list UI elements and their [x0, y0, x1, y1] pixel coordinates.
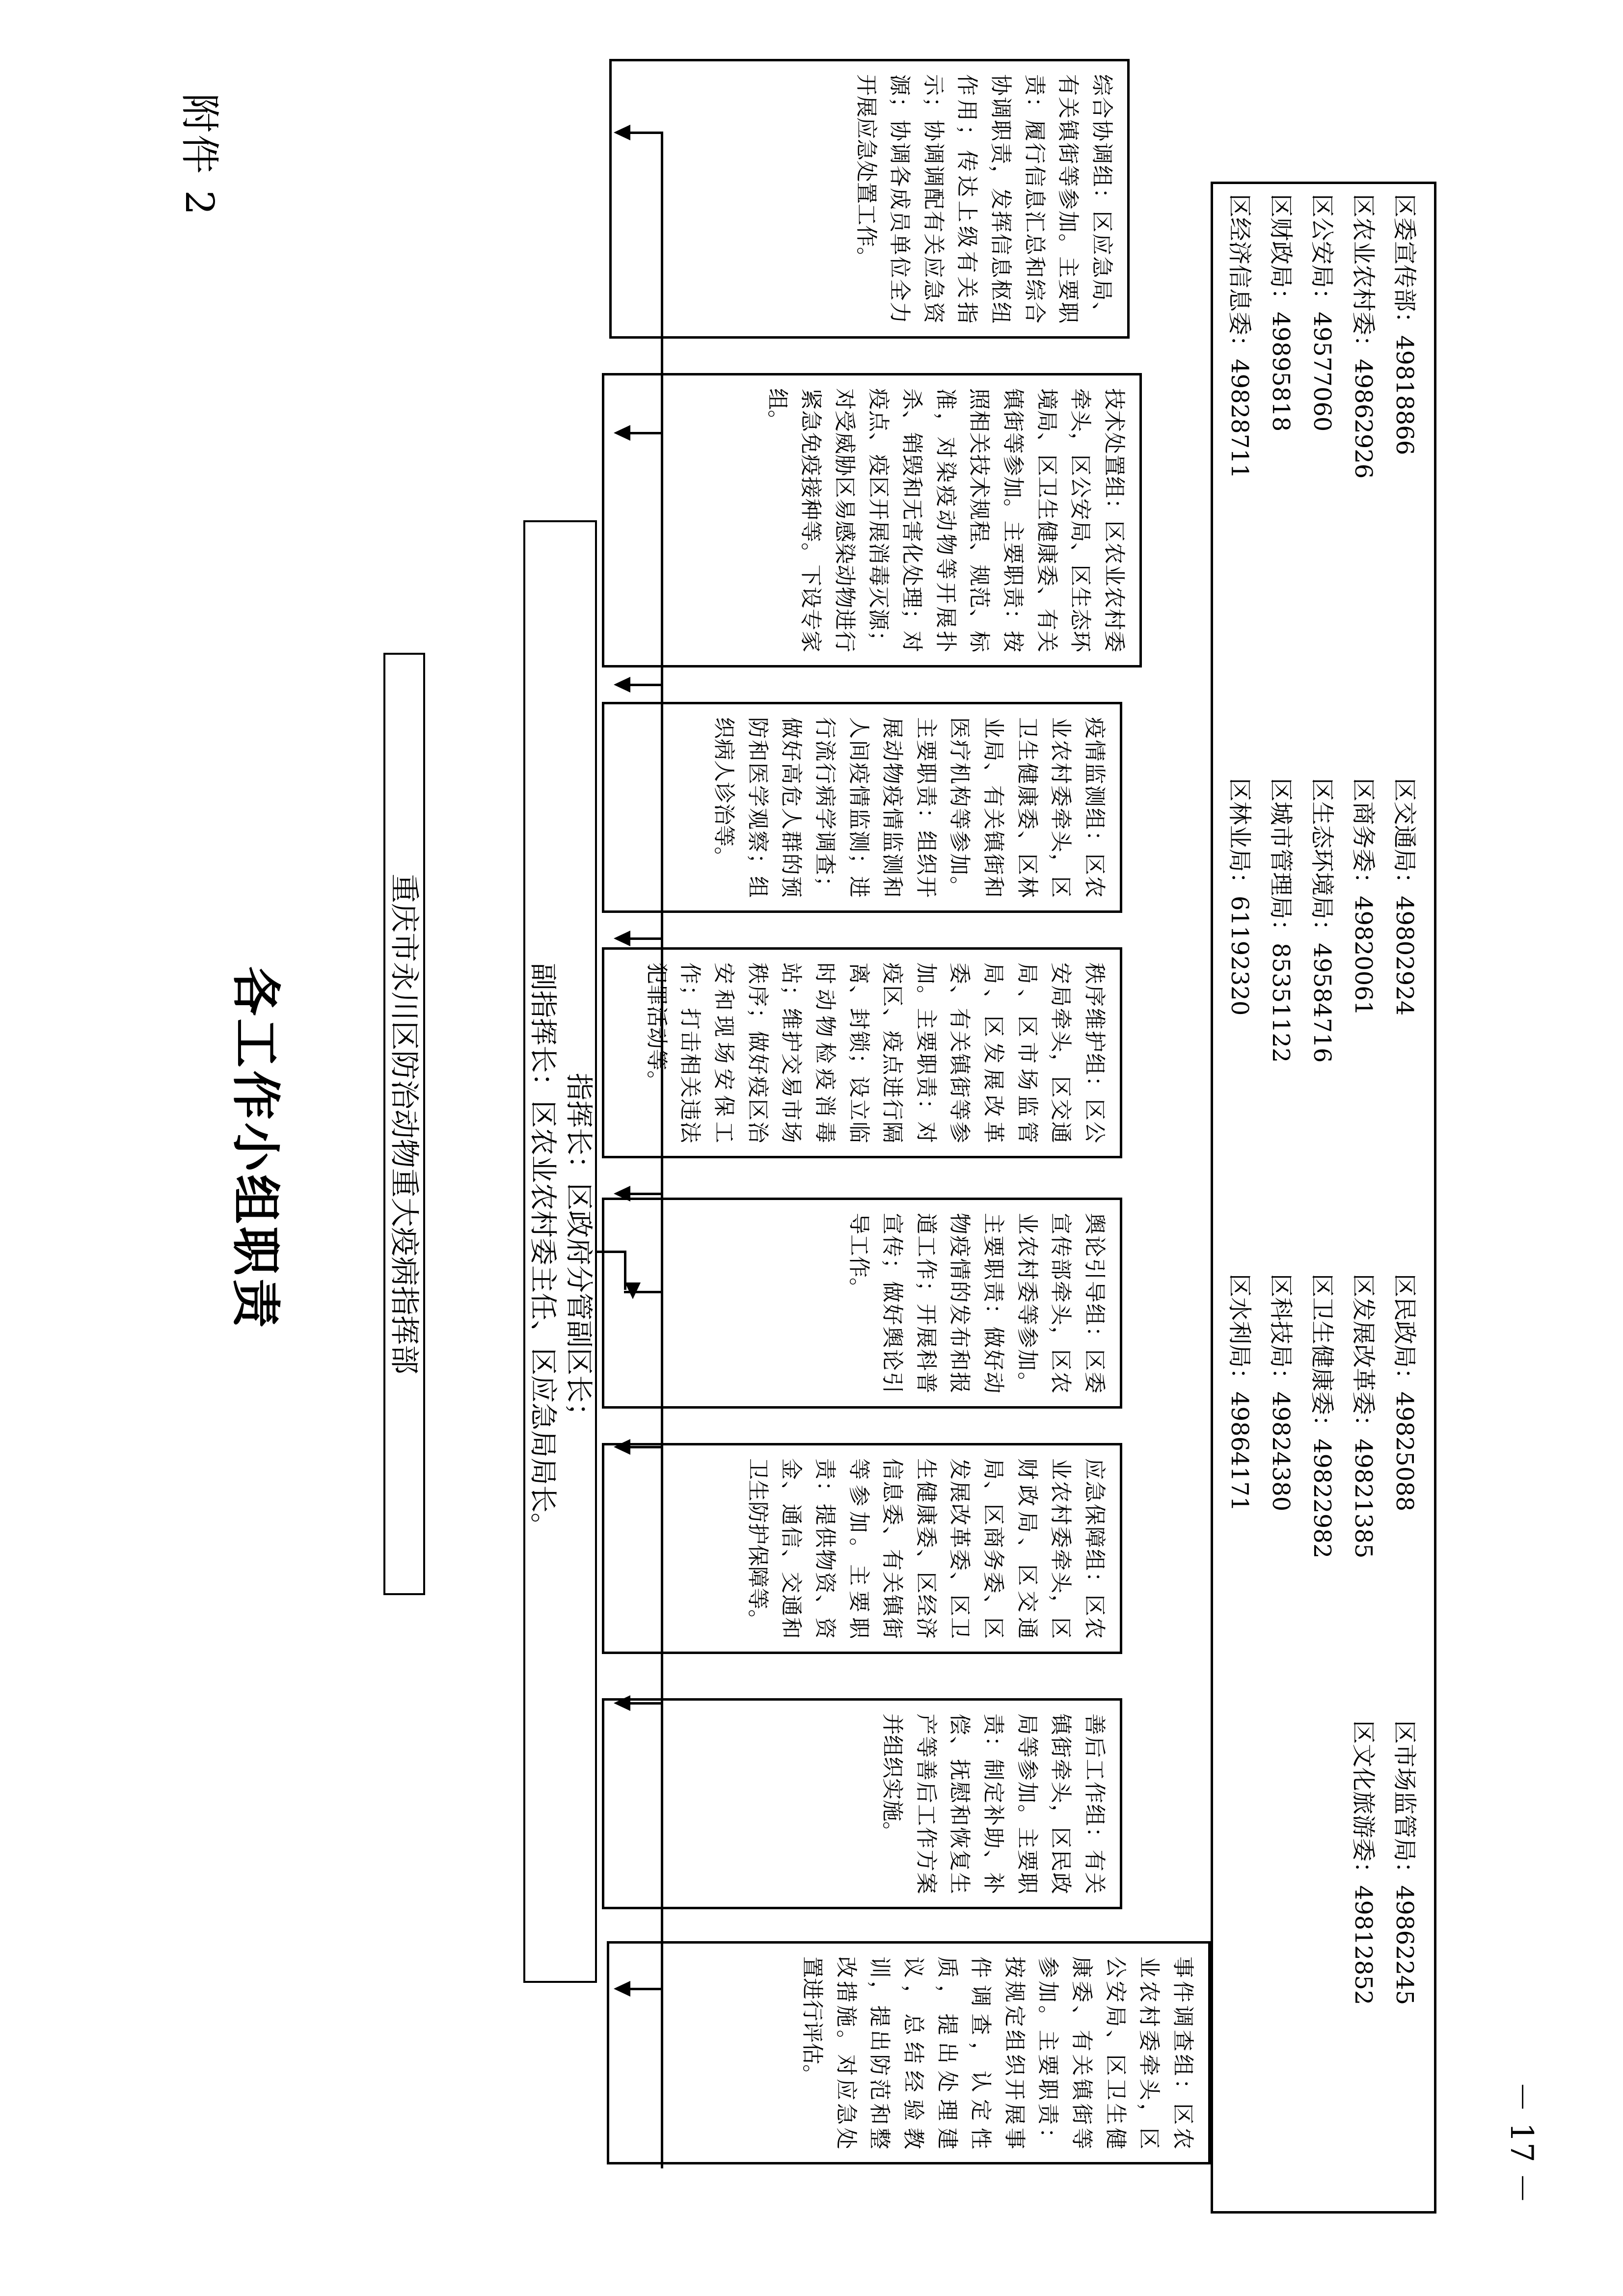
- group-order-maintenance: [602, 947, 1122, 1158]
- group-text: 事件调查组：区农业农村委牵头，区公安局、区卫生健康委、有关镇街等参加。主要职责：按规定组织开展事件调查，认定性质，提出处理建议，总结经验教训，提出防范和整改措施。对应急处置进行评估。: [800, 1956, 1195, 2149]
- contact-phone: 49862245: [1391, 1885, 1418, 2005]
- group-incident-investigation: [607, 1941, 1211, 2164]
- drop-arrow: [614, 677, 630, 693]
- contact-unit: 区卫生健康委：: [1308, 1274, 1336, 1439]
- drop-line: [629, 684, 663, 686]
- group-public-opinion: [602, 1198, 1122, 1409]
- contact-unit: 区民政局：: [1391, 1274, 1418, 1392]
- group-text: 综合协调组：区应急局、有关镇街等参加。主要职责：履行信息汇总和综合协调职责，发挥信息枢纽作用；传达上级有关指示；协调调配有关应急资源；协调各成员单位全力开展应急处置工作。: [853, 74, 1114, 323]
- contact-entry: [1219, 1274, 1260, 1558]
- drop-line: [629, 1193, 663, 1195]
- contact-entry: [1260, 1274, 1301, 1558]
- contacts-box: [1211, 182, 1436, 2214]
- page-number: － 17 －: [1503, 2081, 1540, 2204]
- contact-unit: 区市场监管局：: [1391, 1720, 1418, 1886]
- contact-phone: 61192320: [1226, 896, 1253, 1016]
- deputy-commander: 副指挥长：区农业农村委主任、区应急局局长。: [527, 963, 559, 1540]
- drop-line: [629, 937, 663, 940]
- contact-unit: 区交通局：: [1391, 778, 1418, 896]
- group-comprehensive-coordination: [609, 59, 1130, 339]
- contact-unit: 区委宣传部：: [1391, 194, 1418, 336]
- contact-phone: 49584716: [1308, 943, 1336, 1063]
- contact-unit: 区水利局：: [1226, 1274, 1253, 1392]
- contact-entry: [1301, 194, 1343, 479]
- contact-unit: 区公安局：: [1308, 194, 1336, 312]
- group-technical-disposal: [602, 373, 1142, 667]
- contact-unit: 区科技局：: [1267, 1274, 1295, 1392]
- contact-entry: [1219, 194, 1260, 479]
- contact-phone: 49818866: [1391, 335, 1418, 455]
- contact-unit: 区财政局：: [1267, 194, 1295, 312]
- contacts-column: [1219, 1274, 1425, 1558]
- contact-phone: 49577060: [1308, 312, 1336, 432]
- contact-phone: 85351122: [1267, 943, 1295, 1063]
- contact-phone: 49824380: [1267, 1391, 1295, 1512]
- contact-unit: 区农业农村委：: [1350, 194, 1377, 359]
- group-text: 善后工作组：有关镇街牵头，区民政局等参加。主要职责：制定补助、补偿、抚慰和恢复生产等善后工作方案并组织实施。: [880, 1713, 1107, 1894]
- group-text: 疫情监测组：区农业农村委牵头，区卫生健康委、区林业局、有关镇街和医疗机构等参加。主要职责：组织开展动物疫情监测和人间疫情监测；进行流行病学调查；做好高危人群的预防和医学观察；组织病人诊治等。: [711, 717, 1107, 898]
- group-text: 秩序维护组：区公安局牵头，区交通局、区市场监管局、区发展改革委、有关镇街等参加。主要职责：对疫区、疫点进行隔离、封锁；设立临时动物检疫消毒站；维护交易市场秩序；做好疫区治安和现场安保工作；打击相关违法犯罪活动等。: [644, 962, 1107, 1143]
- contact-phone: 49862926: [1350, 359, 1377, 479]
- contact-phone: 49864171: [1226, 1391, 1253, 1512]
- contact-entry: [1343, 778, 1384, 1063]
- headquarters-name: 重庆市永川区防治动物重大疫病指挥部: [387, 874, 422, 1374]
- group-text: 应急保障组：区农业农村委牵头，区财政局、区交通局、区商务委、区发展改革委、区卫生健康委、区经济信息委、有关镇街等参加。主要职责：提供物资、资金、通信、交通和卫生防护保障等。: [745, 1458, 1107, 1639]
- group-text: 技术处置组：区农业农村委牵头，区公安局、区生态环境局、区卫生健康委、有关镇街等参加。主要职责：按照相关技术规程、规范、标准，对染疫动物等开展扑杀、销毁和无害化处理；对疫点、疫区开展消毒灭源；对受威胁区易感染动物进行紧急免疫接种等。下设专家组。: [764, 388, 1127, 652]
- commanders-box: [523, 520, 597, 1983]
- contact-unit: 区生态环境局：: [1308, 778, 1336, 943]
- attachment-label: 附件 2: [177, 93, 222, 217]
- drop-arrow: [614, 931, 630, 946]
- contact-phone: 49895818: [1267, 312, 1295, 432]
- contact-entry: [1343, 1720, 1384, 2005]
- contact-unit: 区经济信息委：: [1226, 194, 1253, 359]
- contact-entry: [1301, 1274, 1343, 1558]
- contact-entry: [1343, 1274, 1384, 1558]
- contact-entry: [1384, 1274, 1425, 1558]
- contact-phone: 49802924: [1391, 896, 1418, 1016]
- contact-entry: [1384, 1720, 1425, 2005]
- contacts-column: [1219, 194, 1425, 479]
- contact-unit: 区林业局：: [1226, 778, 1253, 896]
- group-epidemic-monitoring: [602, 702, 1122, 913]
- contact-entry: [1260, 194, 1301, 479]
- contact-entry: [1219, 778, 1260, 1063]
- contact-phone: 49812852: [1350, 1885, 1377, 2005]
- contact-phone: 49821385: [1350, 1439, 1377, 1559]
- contact-entry: [1343, 194, 1384, 479]
- contact-phone: 49825088: [1391, 1391, 1418, 1512]
- contact-entry: [1384, 194, 1425, 479]
- contact-unit: 区城市管理局：: [1267, 778, 1295, 943]
- contact-phone: 49828711: [1226, 359, 1253, 479]
- contact-unit: 区文化旅游委：: [1350, 1720, 1377, 1886]
- chief-commander: 指挥长：区政府分管副区长；: [562, 1073, 595, 1430]
- contacts-column: [1219, 778, 1425, 1063]
- group-aftermath: [602, 1698, 1122, 1909]
- contact-phone: 49822982: [1308, 1439, 1336, 1559]
- contact-unit: 区发展改革委：: [1350, 1274, 1377, 1439]
- contacts-column: [1343, 1720, 1425, 2005]
- group-text: 舆论引导组：区委宣传部牵头，区农业农村委等参加。主要职责：做好动物疫情的发布和报道工作；开展科普宣传；做好舆论引导工作。: [846, 1213, 1107, 1393]
- contact-entry: [1260, 778, 1301, 1063]
- contact-unit: 区商务委：: [1350, 778, 1377, 896]
- contact-entry: [1301, 778, 1343, 1063]
- headquarters-box: [383, 653, 425, 1595]
- page-title: 各工作小组职责: [227, 966, 285, 1331]
- group-emergency-support: [602, 1443, 1122, 1654]
- contact-phone: 49820061: [1350, 896, 1377, 1016]
- contact-entry: [1384, 778, 1425, 1063]
